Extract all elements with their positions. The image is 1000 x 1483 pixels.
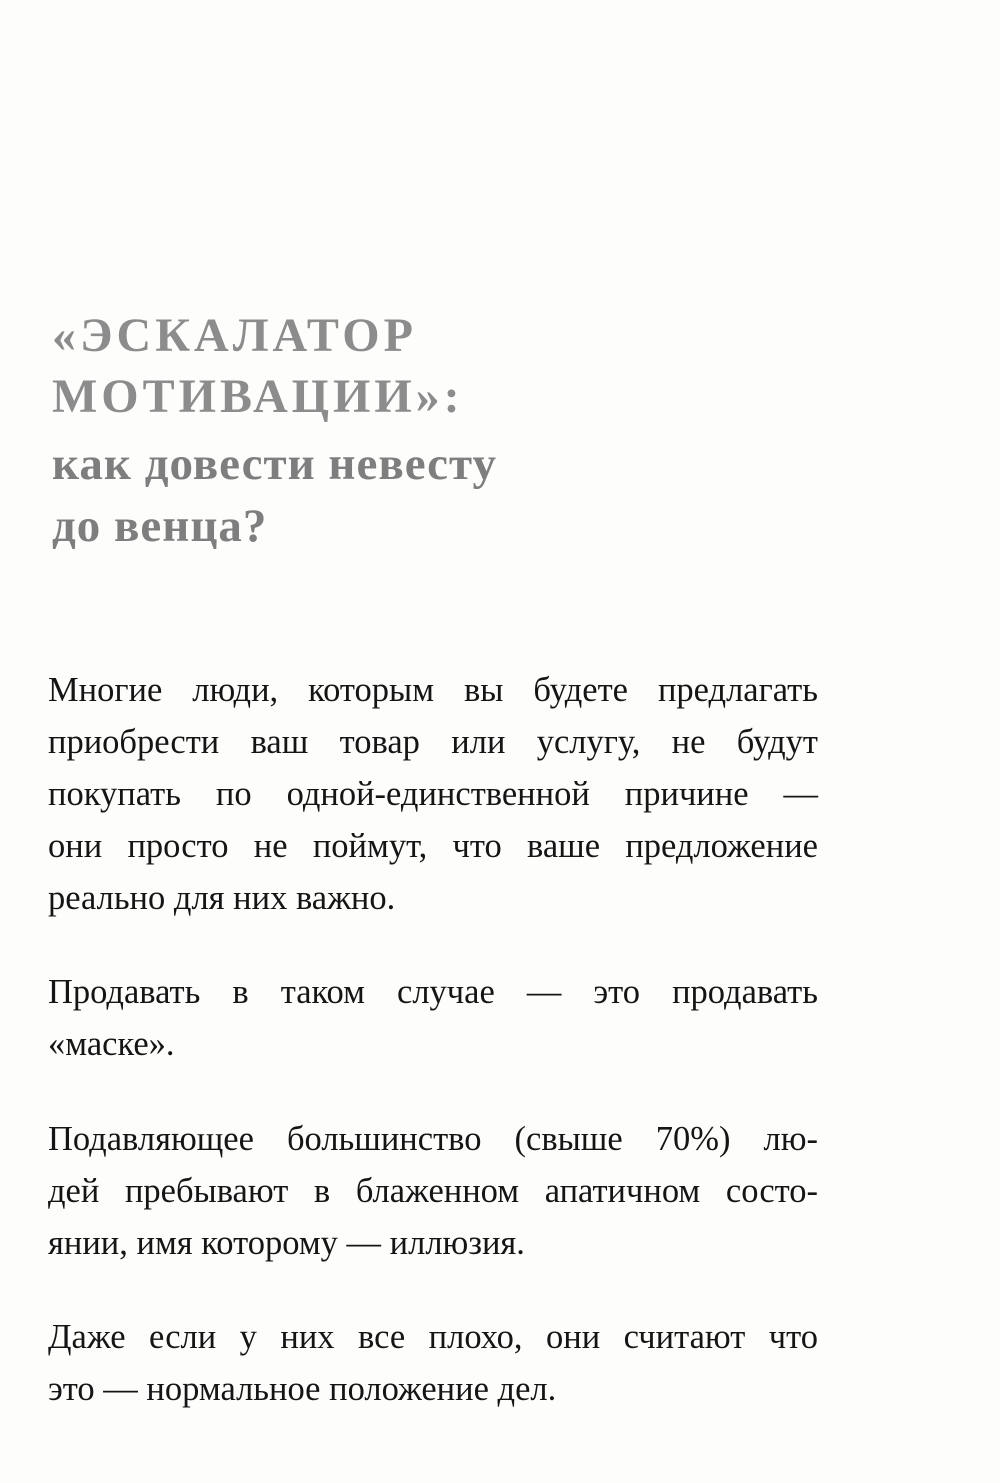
text-line: Подавляющее большинство (свыше 70%) лю- [48,1120,818,1158]
text-line: покупать по одной-единственной причине — [48,775,818,813]
chapter-subtitle-line: как довести невесту [52,438,497,490]
paragraph [48,1113,818,1269]
chapter-heading [52,305,672,557]
text-line: приобрести ваш товар или услугу, не будут [48,723,818,761]
chapter-title-line: «ЭСКАЛАТОР [52,309,417,362]
chapter-subtitle [52,433,672,557]
paragraph [48,966,818,1070]
text-line: Продавать в таком случае — это продавать [48,973,818,1011]
text-line: реально для них важно. [48,879,396,917]
text-line: Даже если у них все плохо, они считают что [48,1318,818,1356]
text-line: «маске». [48,1025,175,1063]
text-line: дей пребывают в блаженном апатичном состо- [48,1172,818,1210]
text-line: они просто не поймут, что ваше предложение [48,827,818,865]
paragraph [48,1311,818,1415]
chapter-title [52,305,672,427]
text-line: это — нормальное положение дел. [48,1370,557,1408]
chapter-subtitle-line: до венца? [52,500,268,552]
paragraph [48,664,818,924]
chapter-title-line: МОТИВАЦИИ»: [52,370,464,423]
text-line: Многие люди, которым вы будете предлагать [48,671,818,709]
text-line: янии, имя которому — иллюзия. [48,1224,525,1262]
